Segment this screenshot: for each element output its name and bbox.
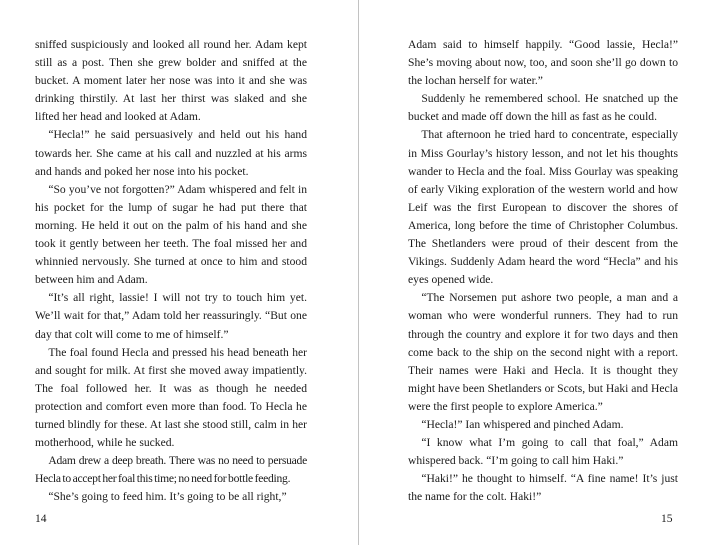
paragraph: “So you’ve not forgotten?” Adam whispered and felt in his pocket for the lump of sugar he had put there that morning. He held it out on the palm of his hand and she took it gently between her teeth. The foal missed her and whinnied nervously. She turned at once to him and stood between him and Adam. [35,182,307,287]
paragraph: “I know what I’m going to call that foal,” Adam whispered back. “I’m going to call him Haki.” [408,436,678,468]
paragraph: That afternoon he tried hard to concentrate, especially in Miss Gourlay’s history lesson, and not let his thoughts wander to Hecla and the foal. Miss Gourlay was speaking of early Viking exploration of the western world and how Leif was the first European to discover the shores of America, long before the time of Christopher Columbus. The Shetlanders were proud of their descent from the Vikings. Suddenly Adam heard the word “Hecla” and his eyes opened wide. [408,128,678,287]
paragraph: sniffed suspiciously and looked all round her. Adam kept still as a post. Then she grew bolder and sniffed at the bucket. A moment later her nose was into it and she was drinking thirstily. At last her thirst was slaked and she lifted her head and looked at Adam. [35,38,307,124]
paragraph: Suddenly he remembered school. He snatched up the bucket and made off down the hill as fast as he could. [408,92,678,124]
page-number: 15 [661,512,673,525]
paragraph: “Hecla!” he said persuasively and held out his hand towards her. She came at his call and nuzzled at his arms and hands and poked her nose into his pocket. [35,128,307,178]
paragraph: “Hecla!” Ian whispered and pinched Adam. [421,417,624,431]
right-page [359,0,720,545]
page-number: 14 [35,512,47,525]
paragraph: Adam said to himself happily. “Good lassie, Hecla!” She’s moving about now, too, and soon she’ll go down to the lochan herself for water.” [408,38,678,88]
left-page-text [35,36,307,506]
paragraph: The foal found Hecla and pressed his head beneath her and sought for milk. At first she moved away impatiently. The foal followed her. It was as though he needed protection and comfort even more than food. To Hecla he turned blindly for these. At last she stood still, calm in her motherhood, while he sucked. [35,345,307,450]
right-page-text [408,36,678,506]
paragraph: Adam drew a deep breath. There was no need to persuade Hecla to accept her foal this time; no need for bottle feeding. [35,454,307,486]
paragraph: “It’s all right, lassie! I will not try to touch him yet. We’ll wait for that,” Adam told her reassuringly. “But one day that colt will come to me of himself.” [35,291,307,341]
left-page [0,0,358,545]
paragraph: “She’s going to feed him. It’s going to be all right,” [48,490,287,504]
paragraph: “Haki!” he thought to himself. “A fine name! It’s just the name for the colt. Haki!” [408,472,678,504]
paragraph: “The Norsemen put ashore two people, a man and a woman who were wonderful runners. They had to run through the country and explore it for two days and then come back to the ship on the second night with a report. Their names were Haki and Hecla. It is thought they might have been Shetlanders or Scots, but Haki and Hecla were the first people to explore America.” [408,291,678,413]
